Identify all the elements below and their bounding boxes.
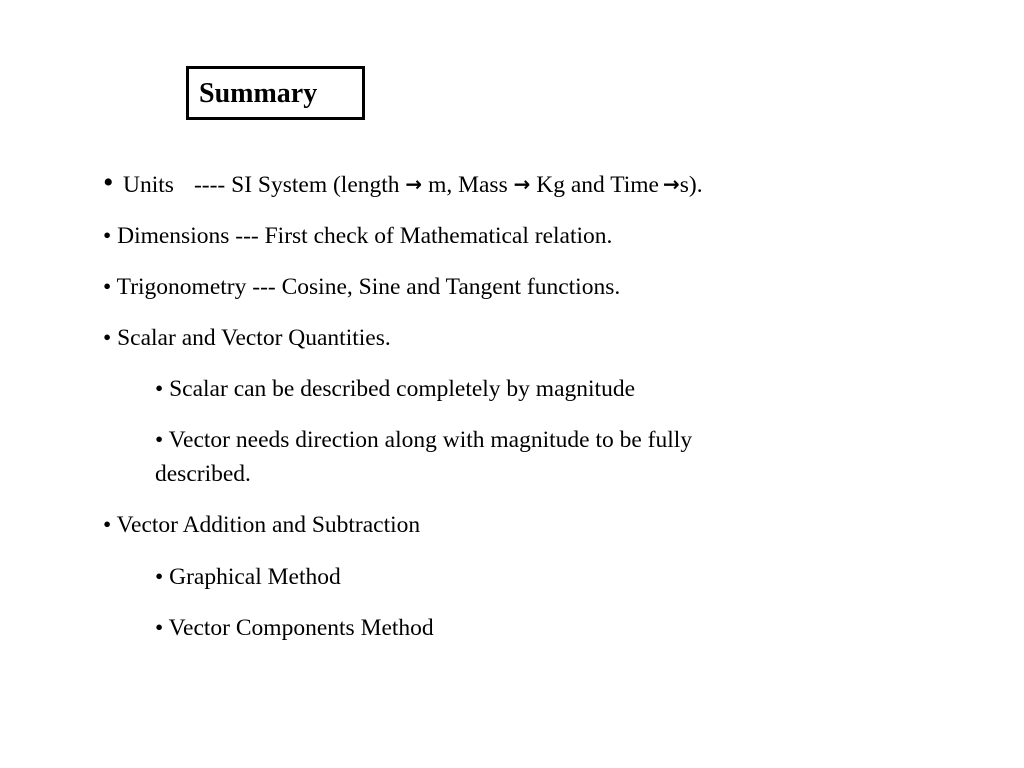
right-arrow-icon: → xyxy=(405,172,423,196)
bullet-trigonometry: • Trigonometry --- Cosine, Sine and Tangent functions. xyxy=(103,274,621,300)
bullet-scalar-vector: • Scalar and Vector Quantities. xyxy=(103,325,391,351)
term-units: Units xyxy=(123,172,174,198)
bullet-vector-addition: • Vector Addition and Subtraction xyxy=(103,512,421,538)
units-text-d: s). xyxy=(679,172,703,198)
bullet-units xyxy=(103,168,703,200)
sub-bullet-components: • Vector Components Method xyxy=(155,615,434,641)
sub-bullet-vector: • Vector needs direction along with magnitude to be fully xyxy=(155,427,693,453)
sub-bullet-scalar: • Scalar can be described completely by magnitude xyxy=(155,376,636,402)
right-arrow-icon: → xyxy=(513,172,531,196)
slide-title-box xyxy=(186,66,365,120)
units-text-b: m, Mass xyxy=(428,172,508,198)
slide-title: Summary xyxy=(199,78,318,109)
bullet-dimensions: • Dimensions --- First check of Mathematical relation. xyxy=(103,223,613,249)
sub-bullet-graphical: • Graphical Method xyxy=(155,564,341,590)
dashes: ---- xyxy=(193,172,226,198)
units-text-c: Kg and Time xyxy=(536,172,659,198)
units-text-a: SI System (length xyxy=(231,172,400,198)
sub-bullet-vector-cont: described. xyxy=(155,461,251,487)
right-arrow-icon: → xyxy=(662,172,680,196)
bullet-dot: • xyxy=(103,166,114,199)
